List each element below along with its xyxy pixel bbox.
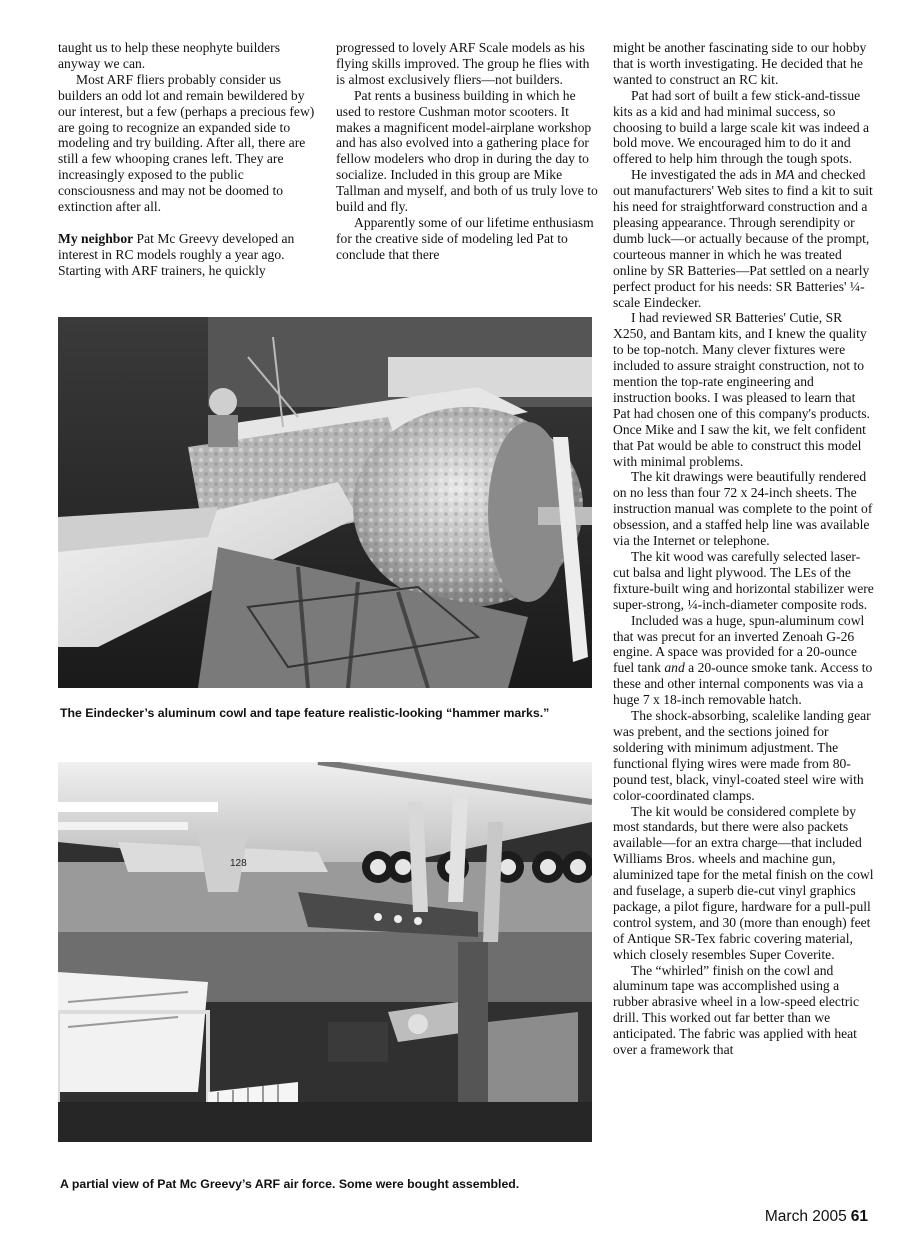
paragraph-text: Pat Mc Greevy developed an interest in RC models roughly a year ago. Starting with ARF trainers, he quickly <box>58 230 295 278</box>
paragraph: Most ARF fliers probably consider us builders an odd lot and remain bewildered by our interest, but a few (perhaps a precious few) are going to recognize an expanded side to modeling and try building. After all, there are still a few whooping cranes left. They are increasingly exposed to the public consciousness and may not be doomed to extinction after all. <box>58 71 315 215</box>
arf-air-force-photo <box>58 762 592 1142</box>
paragraph: Included was a huge, spun-aluminum cowl that was precut for an inverted Zenoah G-26 engine. A space was provided for a 20-ounce fuel tank and a 20-ounce smoke tank. Access to these and other internal components was via a huge 7 x 18-inch removable hatch. <box>613 612 873 708</box>
photo-caption: A partial view of Pat Mc Greevy’s ARF air force. Some were bought assembled. <box>60 1177 520 1191</box>
photo-caption: The Eindecker’s aluminum cowl and tape feature realistic-looking “hammer marks.” <box>60 706 550 720</box>
section-lead-in: My neighbor <box>58 230 134 246</box>
paragraph <box>58 231 320 279</box>
paragraph: might be another fascinating side to our hobby that is worth investigating. He decided that he wanted to construct an RC kit. <box>613 40 867 87</box>
text-column-1 <box>58 40 320 279</box>
eindecker-cowl-photo <box>58 317 592 688</box>
issue-date: March 2005 <box>764 1208 847 1225</box>
paragraph: Pat had sort of built a few stick-and-tissue kits as a kid and had minimal success, so choosing to build a large scale kit was indeed a bold move. We encouraged him to do it and offered to help him through the tough spots. <box>613 87 870 167</box>
page-number: 61 <box>850 1208 868 1225</box>
paragraph: He investigated the ads in MA and checked out manufacturers' Web sites to find a kit to suit his need for straightforward construction and a pleasing appearance. Through serendipity or dumb luck—or actually because of the prompt, courteous manner in which he was treated online by SR Batteries—Pat settled on a nearly perfect product for his needs: SR Batteries' ¼-scale Eindecker. <box>613 167 873 310</box>
paragraph: Pat rents a business building in which he used to restore Cushman motor scooters. It makes a magnificent model-airplane workshop and has also evolved into a gathering place for fellow modelers who drop in during the day to socialize. Included in this group are Mike Tallman and myself, and both of us truly love to build and fly. <box>336 87 598 215</box>
paragraph: The “whirled” finish on the cowl and aluminum tape was accomplished using a rubber abrasive wheel in a low-speed electric drill. This worked out far better than we anticipated. The fabric was applied with heat over a framework that <box>613 962 860 1058</box>
page-folio <box>765 1208 868 1226</box>
paragraph: The kit drawings were beautifully rendered on no less than four 72 x 24-inch sheets. The instruction manual was complete to the point of obsession, and a staffed help line was available via the Internet or telephone. <box>613 469 873 549</box>
paragraph: The kit wood was carefully selected laser-cut balsa and light plywood. The LEs of the fixture-built wing and horizontal stabilizer were super-strong, ¼-inch-diameter composite rods. <box>613 549 874 612</box>
emphasis: and <box>664 660 685 676</box>
workshop-hangar-illustration <box>58 762 592 1142</box>
paragraph: The shock-absorbing, scalelike landing gear was prebent, and the sections joined for soldering with minimum adjustment. The functional flying wires were made from 80-pound test, black, vinyl-coated steel wire with color-coordinated clamps. <box>613 708 871 803</box>
magazine-title: MA <box>774 167 795 183</box>
text-column-3 <box>613 40 875 1058</box>
paragraph: The kit would be considered complete by most standards, but there were also packets available—for an extra charge—that included Williams Bros. wheels and machine gun, aluminized tape for the metal finish on the cowl and fuselage, a superb die-cut vinyl graphics package, a pilot figure, hardware for a pull-pull control system, and 30 (more than enough) feet of Antique SR-Tex fabric covering material, which closely resembles Super Coverite. <box>613 803 874 962</box>
plane-number: 128 <box>230 858 247 869</box>
paragraph: taught us to help these neophyte builders anyway we can. <box>58 40 280 71</box>
eindecker-cowl-illustration <box>58 317 592 688</box>
paragraph: progressed to lovely ARF Scale models as his flying skills improved. The group he flies with is almost exclusively fliers—not builders. <box>336 40 590 87</box>
paragraph: I had reviewed SR Batteries' Cutie, SR X250, and Bantam kits, and I knew the quality to be top-notch. Many clever fixtures were included to assure straight construction, not to mention the top-rate engineering and instruction books. I was pleased to learn that Pat had chosen one of this company's products. Once Mike and I saw the kit, we felt confident that Pat would be able to construct this model with minimal problems. <box>613 310 870 469</box>
paragraph: Apparently some of our lifetime enthusiasm for the creative side of modeling led Pat to conclude that there <box>336 214 594 262</box>
text-column-2 <box>336 40 598 263</box>
